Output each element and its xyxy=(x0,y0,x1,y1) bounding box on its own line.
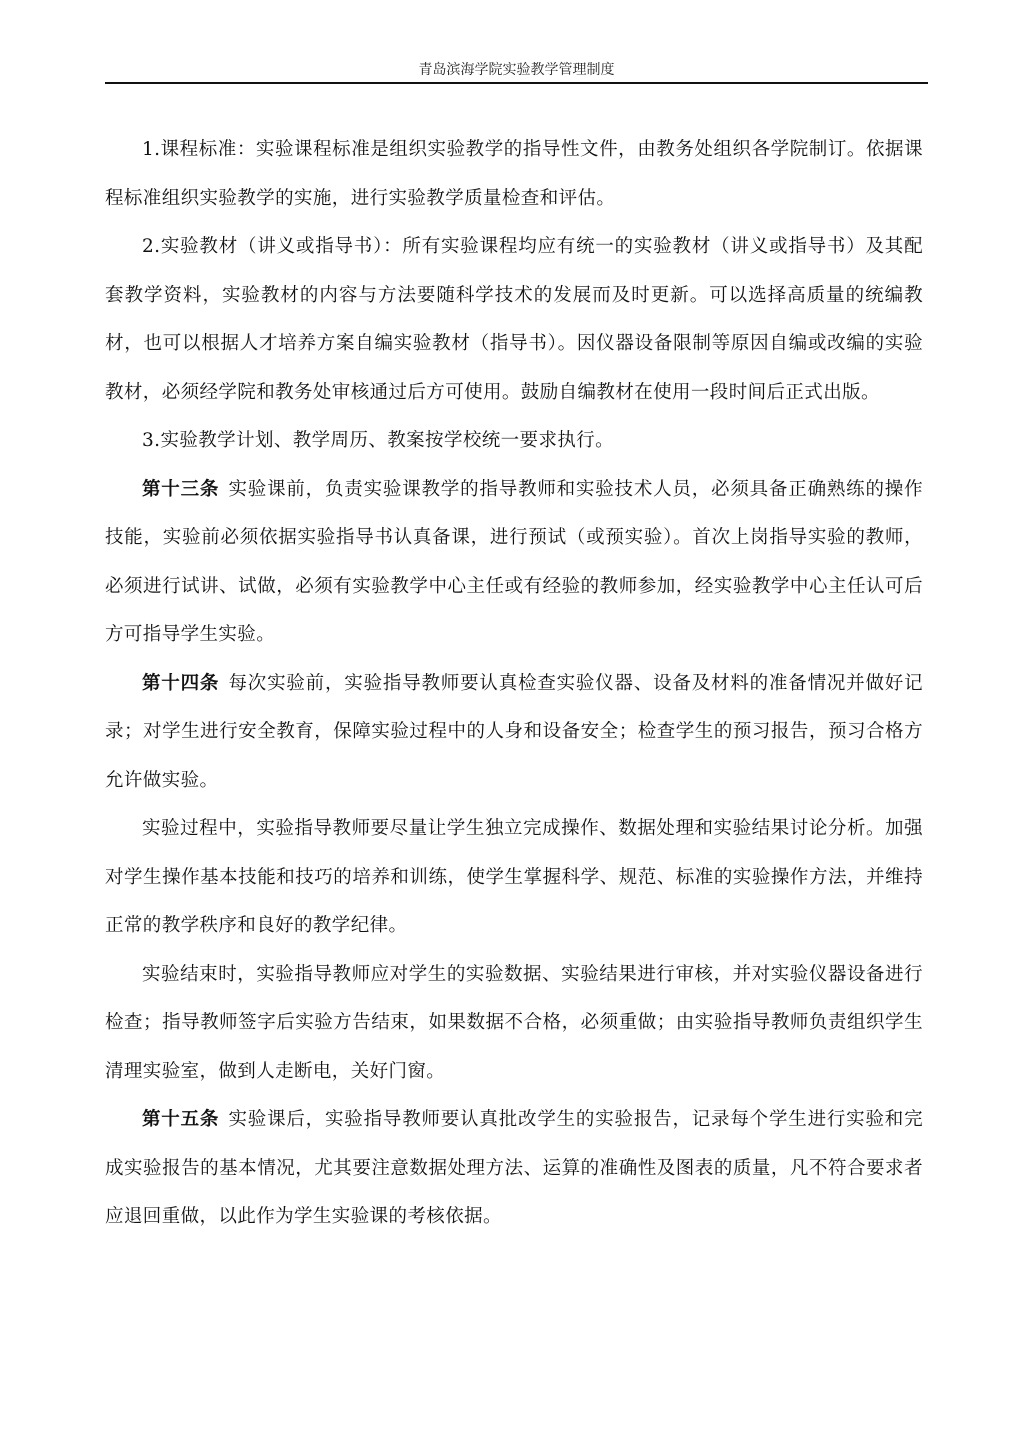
paragraph-text: 每次实验前，实验指导教师要认真检查实验仪器、设备及材料的准备情况并做好记录；对学生进行安全教育，保障实验过程中的人身和设备安全；检查学生的预习报告，预习合格方允许做实验。 xyxy=(105,672,923,791)
paragraph-teaching-plan xyxy=(105,417,923,466)
page-header-title: 青岛滨海学院实验教学管理制度 xyxy=(418,62,615,78)
paragraph-text: 2.实验教材（讲义或指导书）：所有实验课程均应有统一的实验教材（讲义或指导书）及其配套教学资料，实验教材的内容与方法要随科学技术的发展而及时更新。可以选择高质量的统编教材，也可以根据人才培养方案自编实验教材（指导书）。因仪器设备限制等原因自编或改编的实验教材，必须经学院和教务处审核通过后方可使用。鼓励自编教材在使用一段时间后正式出版。 xyxy=(105,236,923,403)
paragraph-text: 实验课后，实验指导教师要认真批改学生的实验报告，记录每个学生进行实验和完成实验报告的基本情况，尤其要注意数据处理方法、运算的准确性及图表的质量，凡不符合要求者应退回重做，以此作为学生实验课的考核依据。 xyxy=(105,1109,923,1227)
article-14 xyxy=(105,660,923,806)
paragraph-textbook xyxy=(105,223,923,417)
article-number: 第十三条 xyxy=(142,478,220,500)
article-13 xyxy=(105,466,923,660)
document-body xyxy=(105,126,923,1242)
paragraph-text: 1.课程标准：实验课程标准是组织实验教学的指导性文件，由教务处组织各学院制订。依据课程标准组织实验教学的实施，进行实验教学质量检查和评估。 xyxy=(105,139,923,209)
article-number: 第十四条 xyxy=(142,672,220,694)
paragraph-course-standard xyxy=(105,126,923,223)
article-number: 第十五条 xyxy=(142,1109,220,1130)
paragraph-during-experiment xyxy=(105,805,923,951)
paragraph-text: 实验结束时，实验指导教师应对学生的实验数据、实验结果进行审核，并对实验仪器设备进行检查；指导教师签字后实验方告结束，如果数据不合格，必须重做；由实验指导教师负责组织学生清理实验室，做到人走断电，关好门窗。 xyxy=(105,963,923,1082)
paragraph-text: 3.实验教学计划、教学周历、教案按学校统一要求执行。 xyxy=(142,430,615,451)
paragraph-end-of-experiment xyxy=(105,951,923,1097)
paragraph-text: 实验过程中，实验指导教师要尽量让学生独立完成操作、数据处理和实验结果讨论分析。加强对学生操作基本技能和技巧的培养和训练，使学生掌握科学、规范、标准的实验操作方法，并维持正常的教学秩序和良好的教学纪律。 xyxy=(105,818,923,936)
article-15 xyxy=(105,1096,923,1242)
paragraph-text: 实验课前，负责实验课教学的指导教师和实验技术人员，必须具备正确熟练的操作技能，实验前必须依据实验指导书认真备课，进行预试（或预实验）。首次上岗指导实验的教师，必须进行试讲、试做，必须有实验教学中心主任或有经验的教师参加，经实验教学中心主任认可后方可指导学生实验。 xyxy=(105,478,923,645)
header-divider xyxy=(105,82,928,84)
